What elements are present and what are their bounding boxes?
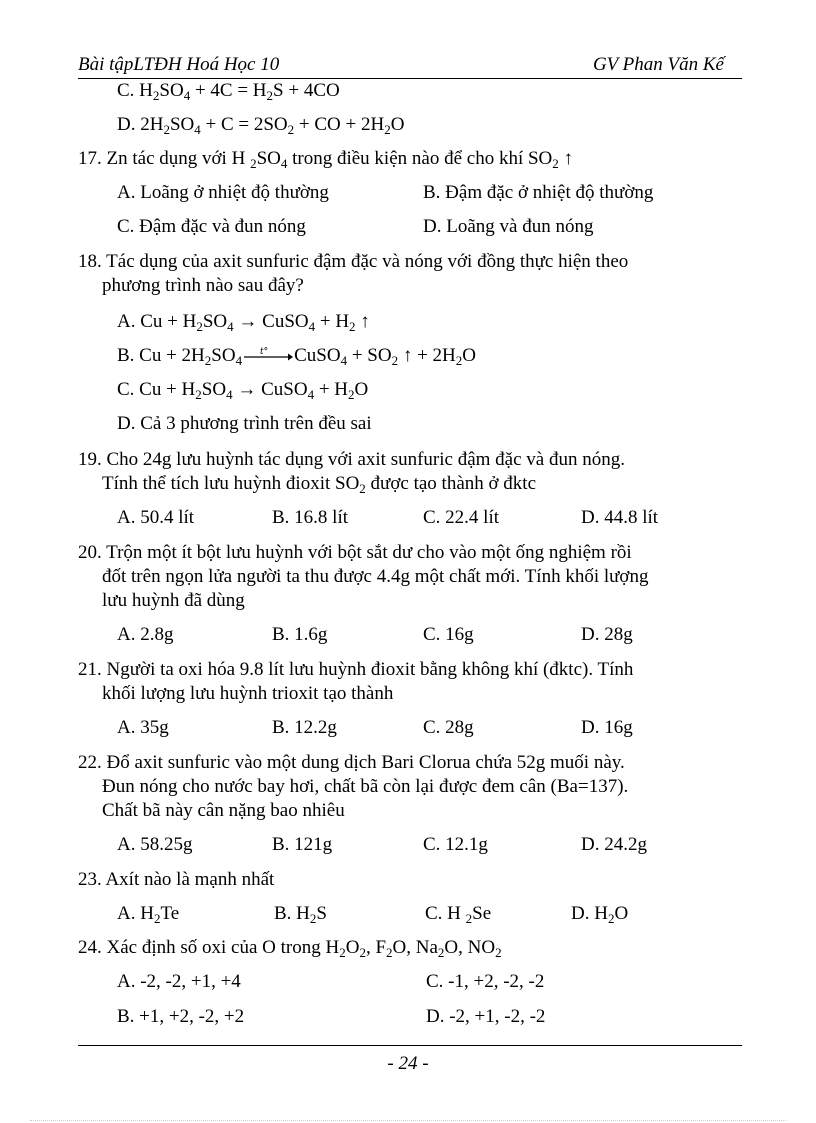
- q17-stem: 17. Zn tác dụng với H $_2SO_4$ trong điều kiện nào để cho khí $SO_2$ ↑: [78, 148, 574, 171]
- q18-option-a: A. $Cu + H_2SO_4$ → CuSO$_4$ + $H_2$ ↑: [117, 311, 370, 334]
- bottom-dotted-border: [30, 1120, 786, 1121]
- q17-option-c: C. Đậm đặc và đun nóng: [117, 216, 306, 237]
- q20-option-c: C. 16g: [423, 624, 474, 645]
- q22-option-b: B. 121g: [272, 834, 333, 855]
- q19-option-b: B. 16.8 lít: [272, 507, 349, 528]
- q23-option-d: D. $H_2O$: [571, 903, 629, 926]
- q19-option-a: A. 50.4 lít: [117, 507, 195, 528]
- q17-option-a: A. Loãng ở nhiệt độ thường: [117, 182, 329, 203]
- q17-option-d: D. Loãng và đun nóng: [423, 216, 594, 237]
- q20-stem-line3: lưu huỳnh đã dùng: [102, 590, 245, 611]
- q21-stem-line2: khối lượng lưu huỳnh trioxit tạo thành: [102, 683, 394, 704]
- q23-option-c: C. H $_2$Se: [425, 903, 492, 926]
- q18-option-c: C. $Cu + H_2SO_4$ → CuSO$_4$ + $H_2O$: [117, 379, 369, 402]
- q24-option-d: D. -2, +1, -2, -2: [426, 1006, 546, 1027]
- q20-stem-line2: đốt trên ngọn lửa người ta thu được 4.4g một chất mới. Tính khối lượng: [102, 566, 649, 587]
- svg-text:t°: t°: [260, 347, 269, 357]
- q21-option-c: C. 28g: [423, 717, 474, 738]
- q24-option-c: C. -1, +2, -2, -2: [426, 971, 545, 992]
- q21-option-d: D. 16g: [581, 717, 633, 738]
- q16-option-c: C. $H_2SO_4 + 4C = H_2S + 4CO$: [117, 80, 340, 103]
- q22-option-d: D. 24.2g: [581, 834, 647, 855]
- q18-stem-line2: phương trình nào sau đây?: [102, 275, 304, 296]
- q20-stem-line1: 20. Trộn một ít bột lưu huỳnh với bột sắt dư cho vào một ống nghiệm rồi: [78, 542, 632, 563]
- page-number: - 24 -: [387, 1053, 429, 1074]
- q18-option-d: D. Cả 3 phương trình trên đều sai: [117, 413, 372, 434]
- footer-divider: [78, 1045, 742, 1046]
- q18-option-b: B. $Cu + 2H_2SO_4$ t° CuSO$_4$ + $SO_2$ ↑ + $2H_2O$: [117, 345, 476, 368]
- reaction-arrow-icon: [242, 345, 294, 367]
- q16-option-d: D. $2H_2SO_4 + C = 2SO_2$ + CO + $2H_2O$: [117, 114, 405, 137]
- q24-option-a: A. -2, -2, +1, +4: [117, 971, 241, 992]
- q19-option-c: C. 22.4 lít: [423, 507, 500, 528]
- q21-option-a: A. 35g: [117, 717, 169, 738]
- q23-stem: 23. Axít nào là mạnh nhất: [78, 869, 275, 890]
- q23-option-b: B. $H_2S$: [274, 903, 327, 926]
- q21-stem-line1: 21. Người ta oxi hóa 9.8 lít lưu huỳnh đioxit bằng không khí (đktc). Tính: [78, 659, 634, 680]
- q24-stem: 24. Xác định số oxi của O trong $H_2O_2$, $F_2O$, $Na_2O$, $NO_2$: [78, 937, 502, 960]
- q22-option-a: A. 58.25g: [117, 834, 193, 855]
- header-title: Bài tậpLTĐH Hoá Học 10: [78, 54, 280, 75]
- page-header: [78, 52, 742, 79]
- q19-stem-line1: 19. Cho 24g lưu huỳnh tác dụng với axit sunfuric đậm đặc và đun nóng.: [78, 449, 625, 470]
- q18-stem-line1: 18. Tác dụng của axit sunfuric đậm đặc và nóng với đồng thực hiện theo: [78, 251, 629, 272]
- q22-stem-line3: Chất bã này cân nặng bao nhiêu: [102, 800, 345, 821]
- q22-stem-line1: 22. Đổ axit sunfuric vào một dung dịch Bari Clorua chứa 52g muối này.: [78, 752, 625, 773]
- q20-option-a: A. 2.8g: [117, 624, 174, 645]
- q21-option-b: B. 12.2g: [272, 717, 337, 738]
- q17-option-b: B. Đậm đặc ở nhiệt độ thường: [423, 182, 654, 203]
- q22-stem-line2: Đun nóng cho nước bay hơi, chất bã còn lại được đem cân (Ba=137).: [102, 776, 629, 797]
- header-author: GV Phan Văn Kế: [592, 54, 724, 75]
- q20-option-b: B. 1.6g: [272, 624, 328, 645]
- q23-option-a: A. $H_2Te$: [117, 903, 180, 926]
- q19-stem-line2: Tính thể tích lưu huỳnh đioxit $SO_2$ được tạo thành ở đktc: [102, 473, 537, 496]
- q24-option-b: B. +1, +2, -2, +2: [117, 1006, 245, 1027]
- q20-option-d: D. 28g: [581, 624, 633, 645]
- q19-option-d: D. 44.8 lít: [581, 507, 659, 528]
- q22-option-c: C. 12.1g: [423, 834, 488, 855]
